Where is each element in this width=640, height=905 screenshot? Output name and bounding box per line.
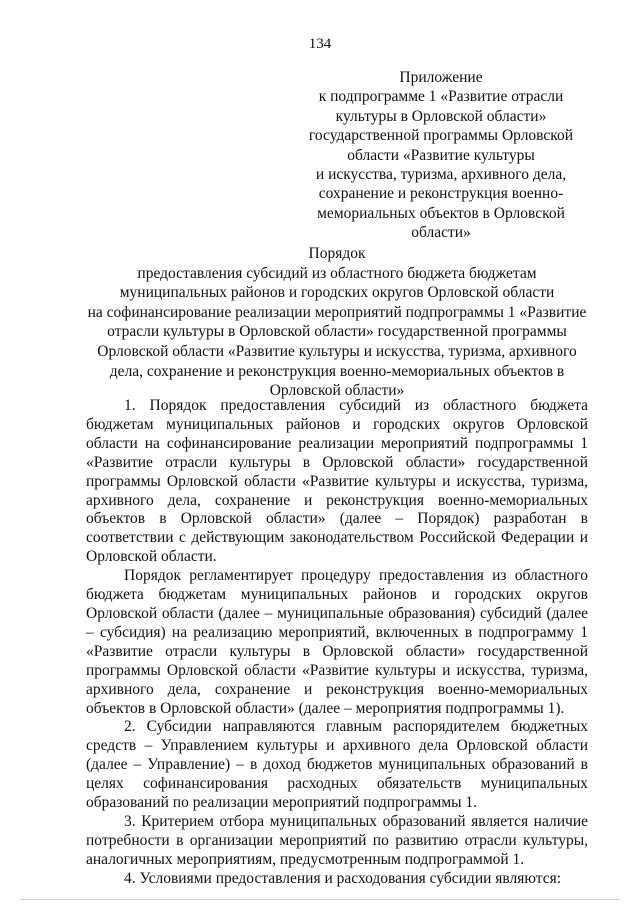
paragraph-1-cont: Порядок регламентирует процедуру предоставления из областного бюджета бюджетам муниципальных районов и городских округов Орловской области (далее – муниципальные образования) субсидий (далее – субсидия) на реализацию мероприятий, включенных в подпрограмму 1 «Развитие отрасли культуры в Орловской области» государственной программы Орловской области «Развитие культуры и искусства, туризма, архивного дела, сохранение и реконструкция военно-мемориальных объектов в Орловской области» (далее – мероприятия подпрограммы 1). — [86, 567, 588, 717]
appendix-line: области «Развитие культуры — [347, 146, 535, 164]
appendix-line: Приложение — [399, 69, 483, 86]
bottom-edge-line — [20, 899, 620, 900]
order-title-line: муниципальных районов и городских округов Орловской области — [119, 284, 555, 302]
paragraph-2: 2. Субсидии направляются главным распорядителем бюджетных средств – Управлением культуры и архивного дела Орловской области (далее – Управление) – в доход бюджетов муниципальных образований в целях софинансирования расходных обязательств муниципальных образований по реализации мероприятий подпрограммы 1. — [86, 718, 588, 812]
order-title-line: предоставления субсидий из областного бюджета бюджетам — [137, 264, 537, 282]
appendix-line: культуры в Орловской области» — [335, 107, 547, 125]
appendix-line: государственной программы Орловской — [308, 127, 574, 145]
page-number: 134 — [308, 36, 332, 52]
appendix-line: и искусства, туризма, архивного дела, — [315, 166, 567, 184]
appendix-line: сохранение и реконструкция военно- — [318, 185, 564, 203]
order-title-line: отрасли культуры в Орловской области» государственной программы — [107, 323, 567, 341]
order-title-line: Орловской области «Развитие культуры и искусства, туризма, архивного — [97, 342, 577, 360]
order-title-line: дела, сохранение и реконструкция военно-мемориальных объектов в — [109, 362, 565, 380]
appendix-line: к подпрограмме 1 «Развитие отрасли — [318, 88, 564, 106]
document-body — [86, 397, 588, 889]
order-title — [86, 244, 588, 401]
appendix-heading — [300, 68, 582, 243]
order-title-line: Орловской области» — [269, 382, 405, 400]
paragraph-3: 3. Критерием отбора муниципальных образований является наличие потребности в организации мероприятий по развитию отрасли культуры, аналогичных мероприятиям, предусмотренным подпрограммой 1. — [86, 812, 588, 868]
paragraph-1: 1. Порядок предоставления субсидий из областного бюджета бюджетам муниципальных районов и городских округов Орловской области на софинансирование реализации мероприятий подпрограммы 1 «Развитие отрасли культуры в Орловской области» государственной программы Орловской области «Развитие культуры и искусства, туризма, архивного дела, сохранение и реконструкция военно-мемориальных объектов в Орловской области» (далее – Порядок) разработан в соответствии с действующим законодательством Российской Федерации и Орловской области. — [86, 397, 588, 566]
appendix-line: мемориальных объектов в Орловской — [317, 204, 565, 222]
paragraph-4: 4. Условиями предоставления и расходования субсидии являются: — [124, 869, 562, 887]
order-title-line: Порядок — [308, 245, 366, 262]
order-title-line: на софинансирование реализации мероприятий подпрограммы 1 «Развитие — [87, 303, 587, 321]
appendix-line: области» — [411, 224, 471, 242]
